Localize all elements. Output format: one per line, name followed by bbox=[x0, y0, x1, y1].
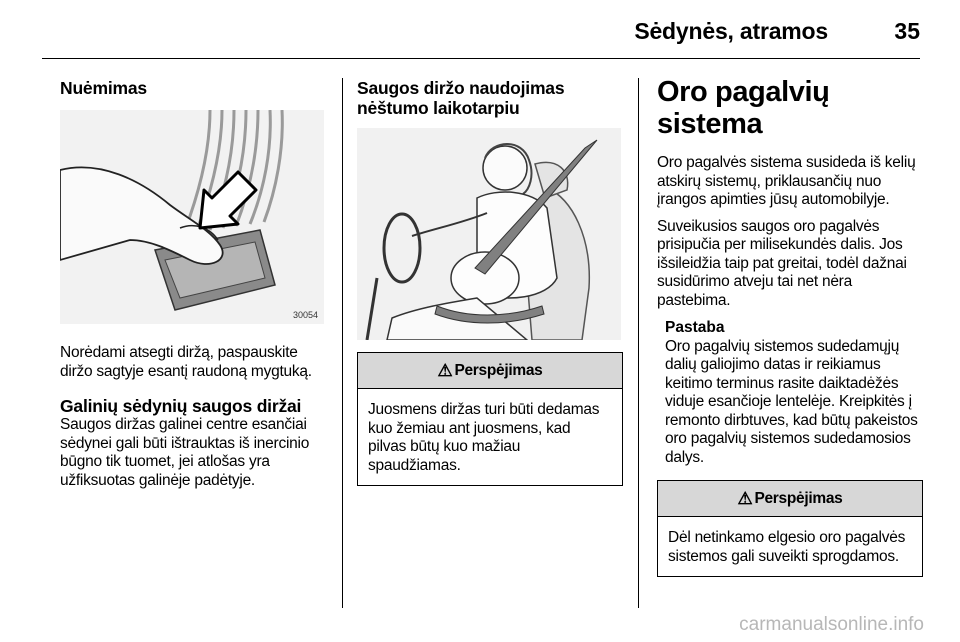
warning-title: Perspėjimas bbox=[454, 361, 543, 379]
figure-number: 30054 bbox=[292, 310, 318, 320]
warning-body bbox=[358, 389, 622, 485]
column-divider-1 bbox=[342, 78, 343, 608]
warning-header bbox=[658, 481, 922, 517]
column-3 bbox=[657, 76, 923, 577]
paragraph-airbag-inflation: Suveikusios saugos oro pagalvės prisipučia per milisekundės dalis. Jos išsileidžia taip pat greitai, todėl dažnai susidūrimo atveju tai net nėra pastebima. bbox=[657, 217, 907, 309]
section-heading-removal: Nuėmimas bbox=[60, 78, 147, 98]
warning-text: Dėl netinkamo elgesio oro pagalvės sistemos gali suveikti sprogdamos. bbox=[668, 529, 906, 565]
warning-box-airbag bbox=[657, 480, 923, 577]
section-heading-rear-belts: Galinių sėdynių saugos diržai bbox=[60, 396, 302, 416]
column-2 bbox=[357, 76, 623, 486]
section-heading-pregnancy: Saugos diržo naudojimas nėštumo laikotarpiu bbox=[357, 78, 565, 118]
section-heading-airbags: Oro pagalvių sistema bbox=[657, 76, 830, 140]
buckle-hand-drawing bbox=[60, 110, 324, 324]
warning-triangle-icon: ⚠ bbox=[737, 488, 753, 508]
paragraph-airbag-system: Oro pagalvės sistema susideda iš kelių atskirų sistemų, priklausančių nuo įrangos apimties jūsų automobilyje. bbox=[657, 154, 916, 208]
page-number: 35 bbox=[894, 18, 920, 44]
column-divider-2 bbox=[638, 78, 639, 608]
note-text: Oro pagalvių sistemos sudedamųjų dalių galiojimo datas ir reikiamus keitimo terminus rasite daiktadėžės viduje esančioje lentelėje. Kreipkitės į remonto dirbtuves, kad būtų pakeistos oro pagalvių sistemos sudedamosios dalys. bbox=[665, 337, 918, 466]
header-rule bbox=[42, 58, 920, 59]
warning-header bbox=[358, 353, 622, 389]
paragraph-rear-belts: Saugos diržas galinei centre esančiai sėdynei gali būti ištrauktas iš inercinio būgno tik tuomet, jei atlošas yra užfiksuotas galinėje padėtyje. bbox=[60, 416, 310, 489]
note-title: Pastaba bbox=[665, 319, 725, 336]
pregnant-driver-drawing bbox=[357, 128, 621, 340]
warning-triangle-icon: ⚠ bbox=[437, 360, 453, 380]
pregnant-driver-illustration bbox=[357, 128, 621, 340]
paragraph-release: Norėdami atsegti diržą, paspauskite diržo sagtyje esantį raudoną mygtuką. bbox=[60, 344, 312, 380]
warning-box-pregnancy bbox=[357, 352, 623, 486]
note-block bbox=[665, 319, 923, 467]
warning-body bbox=[658, 517, 922, 576]
column-1 bbox=[60, 76, 328, 490]
buckle-release-illustration bbox=[60, 110, 324, 324]
warning-text: Juosmens diržas turi būti dedamas kuo žemiau ant juosmens, kad pilvas būtų kuo mažiau spaudžiamas. bbox=[368, 401, 600, 474]
running-header-title: Sėdynės, atramos bbox=[634, 18, 828, 44]
warning-title: Perspėjimas bbox=[754, 489, 843, 507]
watermark: carmanualsonline.info bbox=[739, 614, 924, 635]
